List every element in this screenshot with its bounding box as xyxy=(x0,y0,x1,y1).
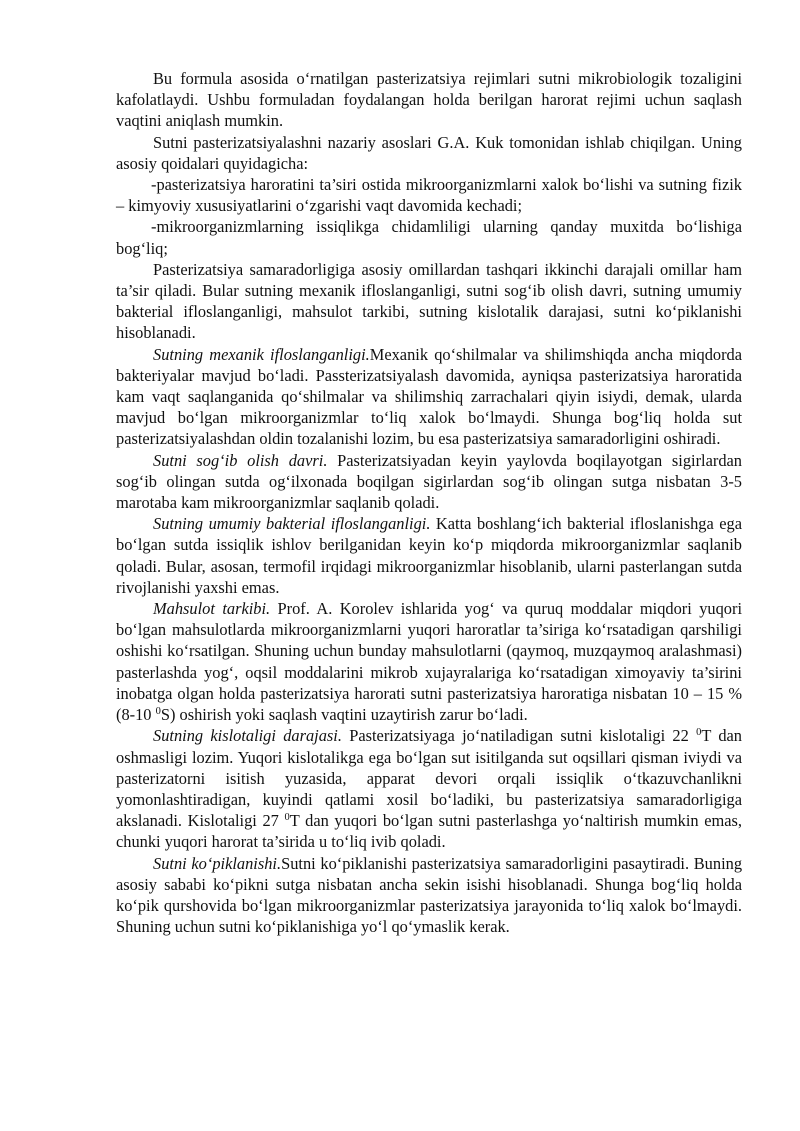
paragraph-text: Pasterizatsiyadan keyin yaylovda boqilayotgan sigirlardan sog‘ib olingan sutda og‘ilxonada boqilgan sigirlardan sog‘ib olingan sutga nisbatan 3-5 marotaba kam mikroorganizmlar saqlanib qoladi. xyxy=(116,450,742,513)
paragraph-heading: Sutning mexanik ifloslanganligi. xyxy=(153,344,370,364)
paragraph-text-tail: T dan yuqori bo‘lgan sutni pasterlashga yo‘naltirish mumkin emas, chunki yuqori harorat ta’sirida u to‘liq ivib qoladi. xyxy=(116,811,742,852)
paragraph-product-composition xyxy=(116,598,742,725)
paragraph-text-tail: T dan oshmasligi lozim. Yuqori kislotalikga ega bo‘lgan sut isitilganda sut oqsillari qisman iviydi va pasterizatorni isitish yuzasida, apparat devori orqali issiqlik o‘tkazuvchanlikni yomonlashtiradigan, kuyindi qatlami xosil bo‘ladiki, bu pasterizatsiya samaradorligiga akslanadi. Kislotaligi 27 xyxy=(116,726,742,831)
document-page xyxy=(116,68,742,937)
paragraph-text: Pasterizatsiya samaradorligiga asosiy omillardan tashqari ikkinchi darajali omillar ham ta’sir qiladi. Bular sutning mexanik ifloslanganligi, sutni sog‘ib olish davri, sutning umumiy bakterial ifloslanganligi, mahsulot tarkibi, sutning kislotalik darajasi, sutni ko‘piklanishi hisoblanadi. xyxy=(116,259,742,343)
paragraph-text: Sutni ko‘piklanishi pasterizatsiya samaradorligini pasaytiradi. Buning asosiy sababi ko‘pikni sutga nisbatan ancha sekin isishi hisoblanadi. Shunga bog‘liq holda ko‘pik qurshovida bo‘lgan mikroorganizmlar pasterizatsiya jarayonida to‘liq xalok bo‘lmaydi. Shuning uchun sutni ko‘piklanishiga yo‘l qo‘ymaslik kerak. xyxy=(116,853,743,937)
paragraph-text: Pasterizatsiyaga jo‘natiladigan sutni kislotaligi 22 xyxy=(341,726,697,746)
paragraph-text: Prof. A. Korolev ishlarida yog‘ va quruq moddalar miqdori yuqori bo‘lgan mahsulotlarda mikroorganizmlarni yuqori haroratlar ta’siriga ko‘rsatadigan qarshiligi oshishi ko‘rsatilgan. Shuning uchun bunday mahsulotlarni (qaymoq, muzqaymoq aralashmasi) pasterlashda yog‘, oqsil moddalarini mikrob xujayralariga ko‘rsatadigan ximoyaviy ta’sirini inobatga olgan holda pasterizatsiya harorati sutni pasterizatsiya haroratiga nisbatan 10 – 15 % (8-10 xyxy=(116,599,743,725)
paragraph-milking-period xyxy=(116,450,742,514)
paragraph-heading: Sutni ko‘piklanishi. xyxy=(153,853,282,873)
paragraph-text: Sutni pasterizatsiyalashni nazariy asoslari G.A. Kuk tomonidan ishlab chiqilgan. Uning asosiy qoidalari quyidagicha: xyxy=(116,132,742,173)
paragraph-heading: Sutning umumiy bakterial ifloslanganligi. xyxy=(153,514,431,534)
paragraph-heading: Sutni sog‘ib olish davri. xyxy=(153,450,328,470)
paragraph-bacterial-contamination xyxy=(116,513,742,598)
paragraph-mechanical-contamination xyxy=(116,344,742,450)
paragraph-acidity xyxy=(116,725,742,852)
paragraph-kuk-theory xyxy=(116,132,742,174)
paragraph-text: -pasterizatsiya haroratini ta’siri ostida mikroorganizmlarni xalok bo‘lishi va sutning fizik – kimyoviy xususiyatlarini o‘zgarishi vaqt davomida kechadi; xyxy=(116,175,742,216)
paragraph-foaming xyxy=(116,853,742,938)
paragraph-text: Katta boshlang‘ich bakterial ifloslanishga ega bo‘lgan sutda issiqlik ishlov berilganidan keyin ko‘p miqdorda mikroorganizmlar saqlanib qoladi. Bular, asosan, termofil irqidagi mikroorganizmlar hisoblanib, ularni pasterlangan sutda rivojlanishi yaxshi emas. xyxy=(116,514,742,597)
degree-superscript: 0 xyxy=(155,706,161,718)
paragraph-text: -mikroorganizmlarning issiqlikga chidamliligi ularning qanday muxitda bo‘lishiga bog‘liq; xyxy=(116,217,742,258)
paragraph-rule-1 xyxy=(116,174,742,216)
paragraph-heading: Sutning kislotaligi darajasi. xyxy=(153,726,342,746)
paragraph-formula-intro xyxy=(116,68,742,132)
paragraph-text: Bu formula asosida o‘rnatilgan pasterizatsiya rejimlari sutni mikrobiologik tozaligini kafolatlaydi. Ushbu formuladan foydalangan holda berilgan harorat rejimi uchun saqlash vaqtini aniqlash mumkin. xyxy=(116,69,742,131)
paragraph-text-tail: S) oshirish yoki saqlash vaqtini uzaytirish zarur bo‘ladi. xyxy=(160,705,528,725)
degree-superscript: 0 xyxy=(284,812,290,824)
paragraph-text: Mexanik qo‘shilmalar va shilimshiqda ancha miqdorda bakteriyalar mavjud bo‘ladi. Passterizatsiyalash davomida, ayniqsa pasterizatsiya haroratida kam vaqt saqlanganida qo‘shilmalar va shilimshiq zarrachalari qiyin isiydi, demak, ularda mavjud bo‘lgan mikroorganizmlar to‘liq xalok bo‘lmaydi. Shunga bog‘liq holda sut pasterizatsiyalashdan oldin tozalanishi lozim, bu esa pasterizatsiya samaradorligini oshiradi. xyxy=(116,344,743,449)
paragraph-secondary-factors xyxy=(116,259,742,344)
paragraph-heading: Mahsulot tarkibi. xyxy=(153,599,271,619)
paragraph-rule-2 xyxy=(116,216,742,258)
degree-superscript: 0 xyxy=(696,727,702,739)
